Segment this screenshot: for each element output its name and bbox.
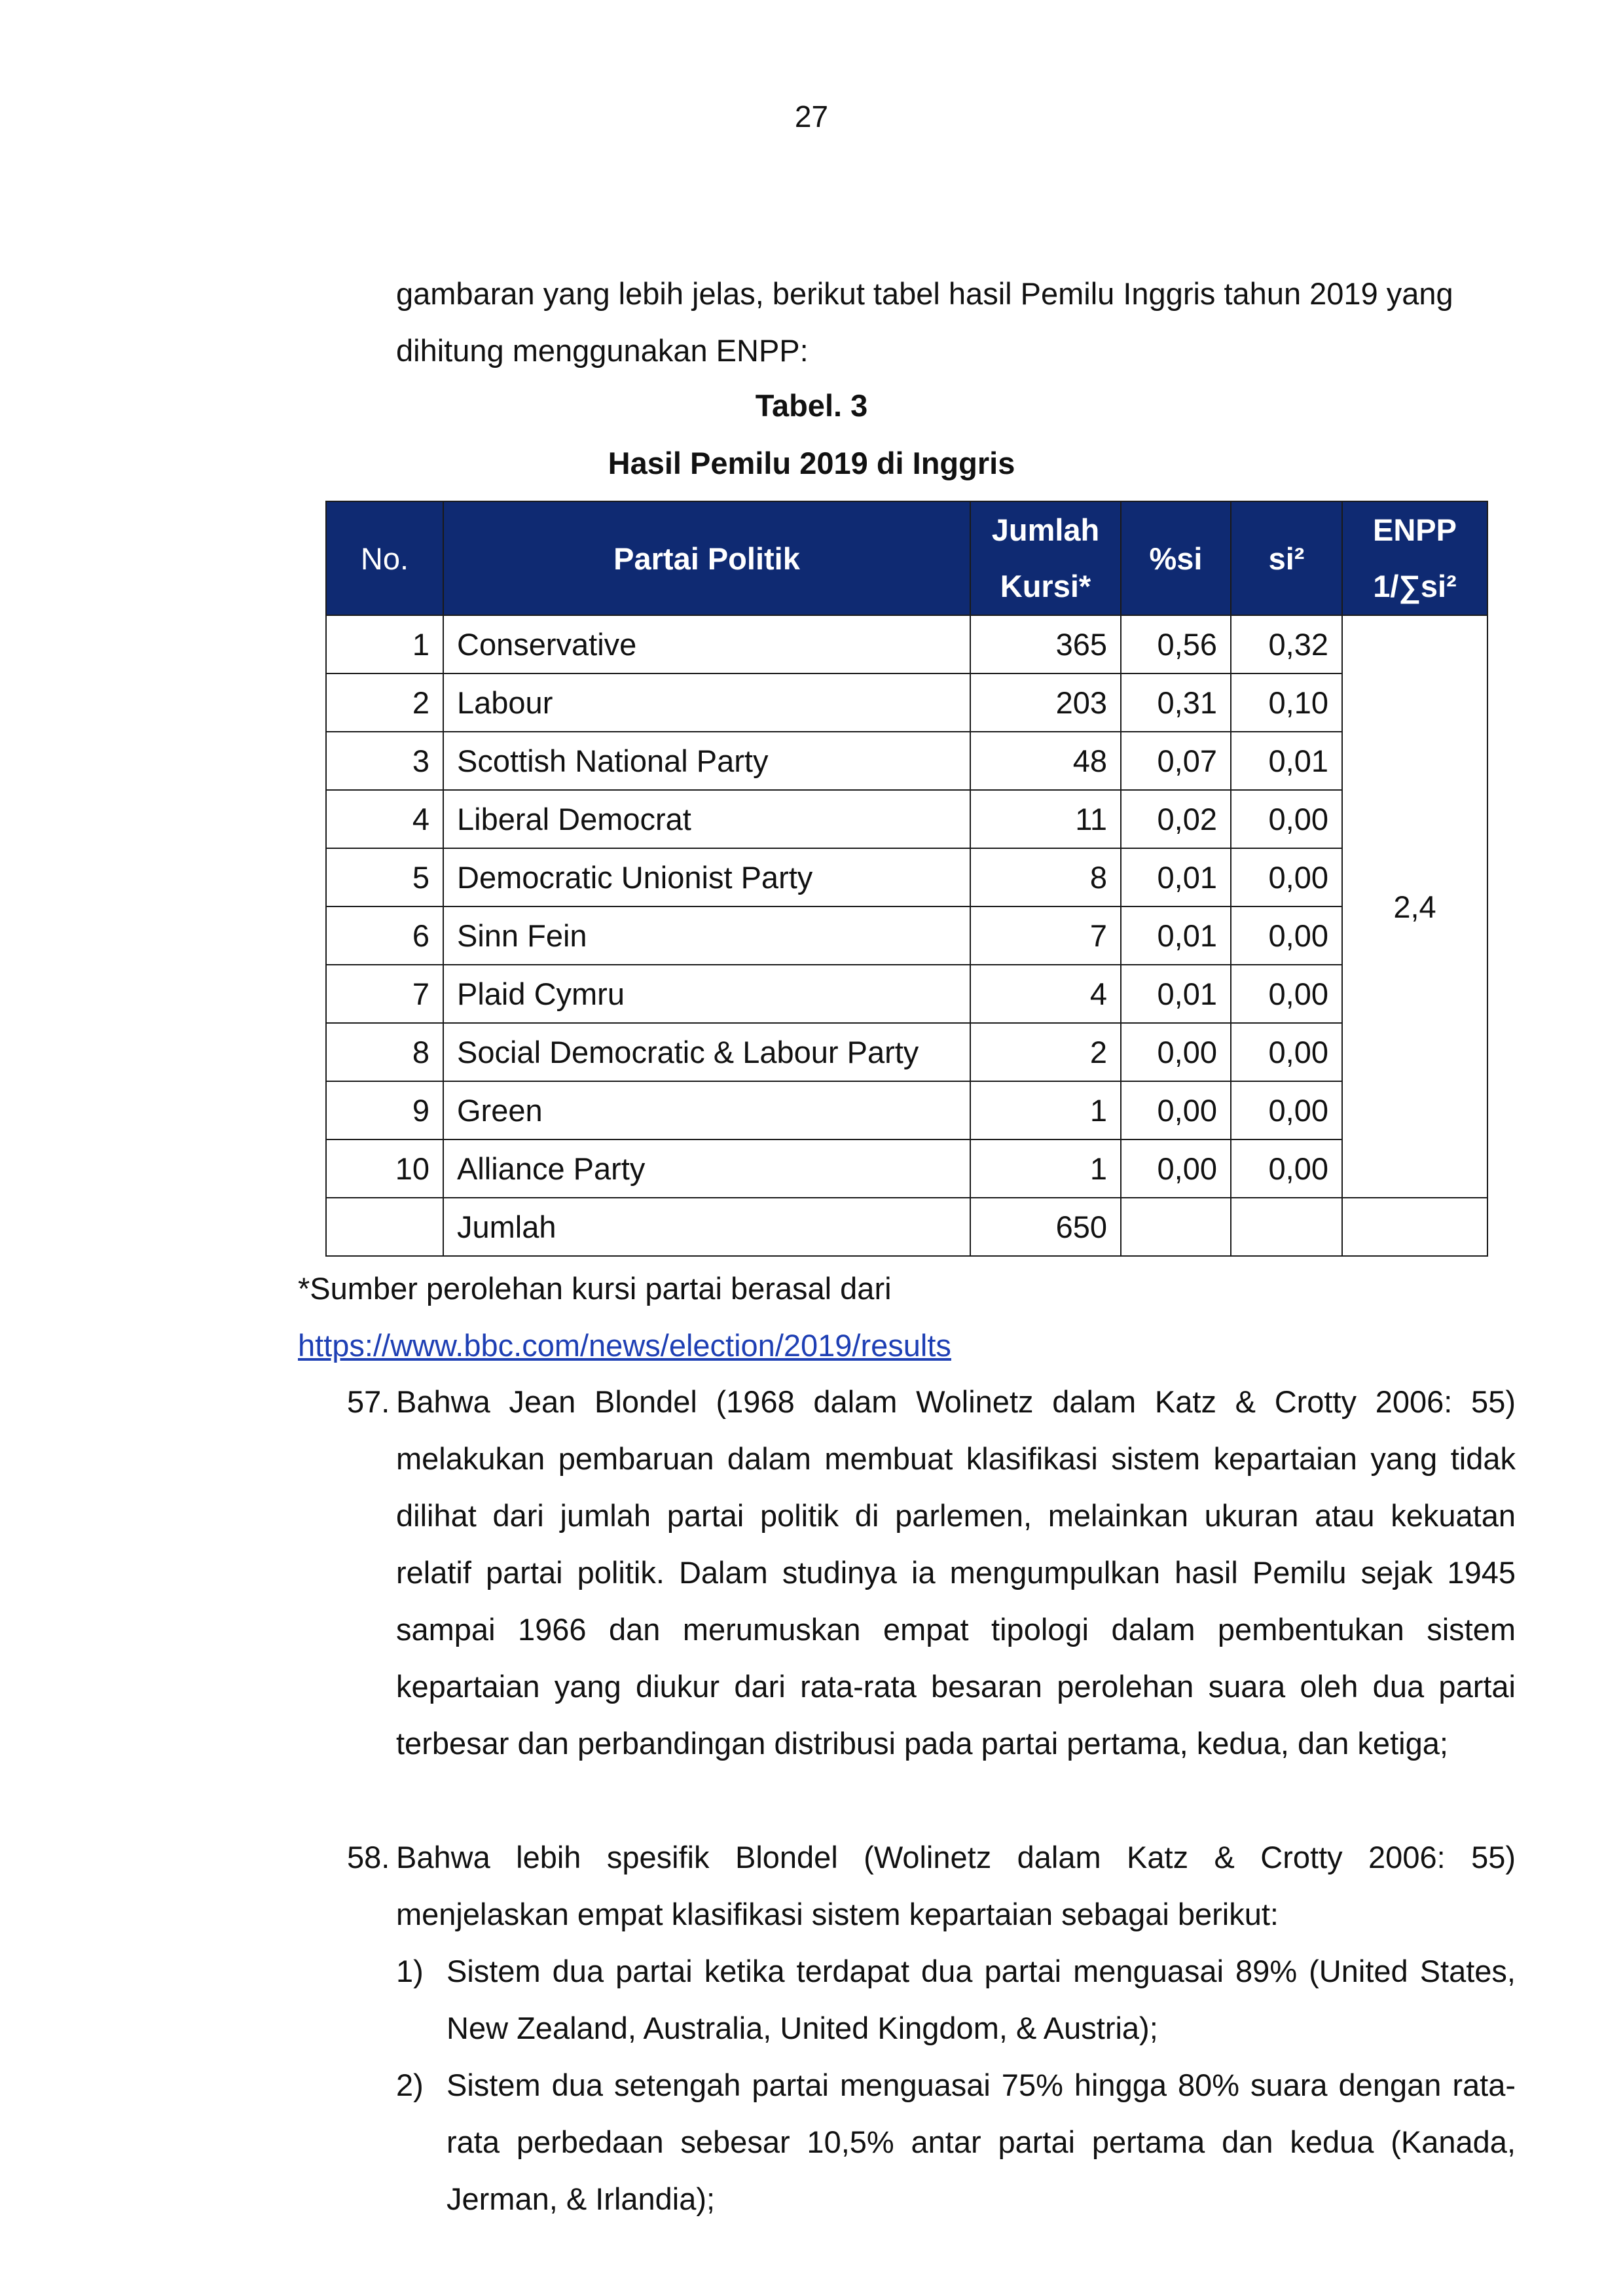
table-row [326, 1081, 1487, 1139]
cell-seats: 1 [970, 1081, 1121, 1139]
cell-party: Green [443, 1081, 970, 1139]
cell-sq: 0,00 [1231, 1023, 1342, 1081]
table-title: Hasil Pemilu 2019 di Inggris [608, 446, 1015, 480]
cell-party: Scottish National Party [443, 732, 970, 790]
table-total-row [326, 1198, 1487, 1256]
cell-total-pct [1121, 1198, 1231, 1256]
cell-pct: 0,00 [1121, 1139, 1231, 1198]
source-link[interactable]: https://www.bbc.com/news/election/2019/results [298, 1328, 951, 1363]
cell-pct: 0,00 [1121, 1081, 1231, 1139]
header-no: No. [326, 501, 443, 615]
cell-pct: 0,01 [1121, 906, 1231, 965]
cell-no: 1 [326, 615, 443, 673]
cell-sq: 0,01 [1231, 732, 1342, 790]
cell-total-seats: 650 [970, 1198, 1121, 1256]
intro-paragraph [396, 265, 1516, 379]
cell-no: 7 [326, 965, 443, 1023]
table-source-note [298, 1260, 951, 1374]
intro-line-1: gambaran yang lebih jelas, berikut tabel hasil Pemilu Inggris tahun 2019 yang [396, 276, 1453, 311]
cell-pct: 0,07 [1121, 732, 1231, 790]
page-number: 27 [794, 99, 829, 134]
sublist-item-1 [396, 1943, 1516, 2056]
table-row [326, 1139, 1487, 1198]
sublist-text: Sistem dua setengah partai menguasai 75% hingga 80% suara dengan rata-rata perbedaan sebesar 10,5% antar partai pertama dan kedua (Kanada, Jerman, & Irlandia); [447, 2068, 1516, 2216]
source-note-text: *Sumber perolehan kursi partai berasal dari [298, 1271, 892, 1306]
header-seats-line-2: Kursi* [1000, 569, 1091, 603]
cell-sq: 0,10 [1231, 673, 1342, 732]
election-results-table [325, 501, 1488, 1257]
cell-no: 8 [326, 1023, 443, 1081]
table-row [326, 790, 1487, 848]
cell-seats: 1 [970, 1139, 1121, 1198]
sublist-item-2 [396, 2056, 1516, 2227]
cell-no: 6 [326, 906, 443, 965]
table-label: Tabel. 3 [755, 388, 868, 423]
table-row [326, 732, 1487, 790]
header-pct: %si [1121, 501, 1231, 615]
table-row [326, 615, 1487, 673]
cell-total-label: Jumlah [443, 1198, 970, 1256]
cell-no: 3 [326, 732, 443, 790]
cell-no: 2 [326, 673, 443, 732]
header-enpp [1342, 501, 1487, 615]
cell-sq: 0,00 [1231, 1139, 1342, 1198]
intro-line-2: dihitung menggunakan ENPP: [396, 333, 809, 368]
cell-no: 10 [326, 1139, 443, 1198]
cell-total-sq [1231, 1198, 1342, 1256]
cell-sq: 0,00 [1231, 848, 1342, 906]
cell-party: Democratic Unionist Party [443, 848, 970, 906]
cell-enpp-value: 2,4 [1342, 615, 1487, 1198]
cell-party: Plaid Cymru [443, 965, 970, 1023]
cell-party: Labour [443, 673, 970, 732]
sublist-marker: 1) [396, 1954, 424, 1988]
cell-party: Social Democratic & Labour Party [443, 1023, 970, 1081]
cell-seats: 365 [970, 615, 1121, 673]
cell-total-no [326, 1198, 443, 1256]
table-row [326, 965, 1487, 1023]
header-seats [970, 501, 1121, 615]
cell-pct: 0,56 [1121, 615, 1231, 673]
header-sq: si² [1231, 501, 1342, 615]
table-row [326, 848, 1487, 906]
cell-no: 5 [326, 848, 443, 906]
cell-party: Alliance Party [443, 1139, 970, 1198]
paragraph-number: 57. [347, 1384, 390, 1419]
cell-party: Liberal Democrat [443, 790, 970, 848]
cell-no: 4 [326, 790, 443, 848]
cell-seats: 7 [970, 906, 1121, 965]
table-header-row [326, 501, 1487, 615]
cell-sq: 0,00 [1231, 1081, 1342, 1139]
sublist-text: Sistem dua partai ketika terdapat dua partai menguasai 89% (United States, New Zealand, Australia, United Kingdom, & Austria); [447, 1954, 1516, 2045]
cell-sq: 0,32 [1231, 615, 1342, 673]
cell-no: 9 [326, 1081, 443, 1139]
cell-pct: 0,01 [1121, 848, 1231, 906]
cell-pct: 0,00 [1121, 1023, 1231, 1081]
table-row [326, 906, 1487, 965]
cell-party: Conservative [443, 615, 970, 673]
sublist-marker: 2) [396, 2068, 424, 2102]
cell-sq: 0,00 [1231, 790, 1342, 848]
cell-seats: 8 [970, 848, 1121, 906]
header-seats-line-1: Jumlah [991, 512, 1100, 547]
paragraph-number: 58. [347, 1840, 390, 1874]
numbered-paragraph-58 [347, 1829, 1516, 1943]
numbered-paragraph-57 [347, 1373, 1516, 1772]
paragraph-text: Bahwa lebih spesifik Blondel (Wolinetz dalam Katz & Crotty 2006: 55) menjelaskan empat klasifikasi sistem kepartaian sebagai berikut: [396, 1840, 1516, 1931]
table-row [326, 673, 1487, 732]
paragraph-text: Bahwa Jean Blondel (1968 dalam Wolinetz dalam Katz & Crotty 2006: 55) melakukan pembaruan dalam membuat klasifikasi sistem kepartaian yang tidak dilihat dari jumlah partai politik di parlemen, melainkan ukuran atau kekuatan relatif partai politik. Dalam studinya ia mengumpulkan hasil Pemilu sejak 1945 sampai 1966 dan merumuskan empat tipologi dalam pembentukan sistem kepartaian yang diukur dari rata-rata besaran perolehan suara oleh dua partai terbesar dan perbandingan distribusi pada partai pertama, kedua, dan ketiga; [396, 1384, 1516, 1761]
cell-seats: 4 [970, 965, 1121, 1023]
header-enpp-line-1: ENPP [1373, 512, 1457, 547]
cell-seats: 11 [970, 790, 1121, 848]
cell-seats: 48 [970, 732, 1121, 790]
cell-sq: 0,00 [1231, 965, 1342, 1023]
table-row [326, 1023, 1487, 1081]
header-enpp-line-2: 1/∑si² [1373, 569, 1457, 603]
cell-total-enpp [1342, 1198, 1487, 1256]
cell-pct: 0,31 [1121, 673, 1231, 732]
cell-pct: 0,01 [1121, 965, 1231, 1023]
header-party: Partai Politik [443, 501, 970, 615]
cell-sq: 0,00 [1231, 906, 1342, 965]
cell-pct: 0,02 [1121, 790, 1231, 848]
cell-seats: 2 [970, 1023, 1121, 1081]
cell-seats: 203 [970, 673, 1121, 732]
cell-party: Sinn Fein [443, 906, 970, 965]
